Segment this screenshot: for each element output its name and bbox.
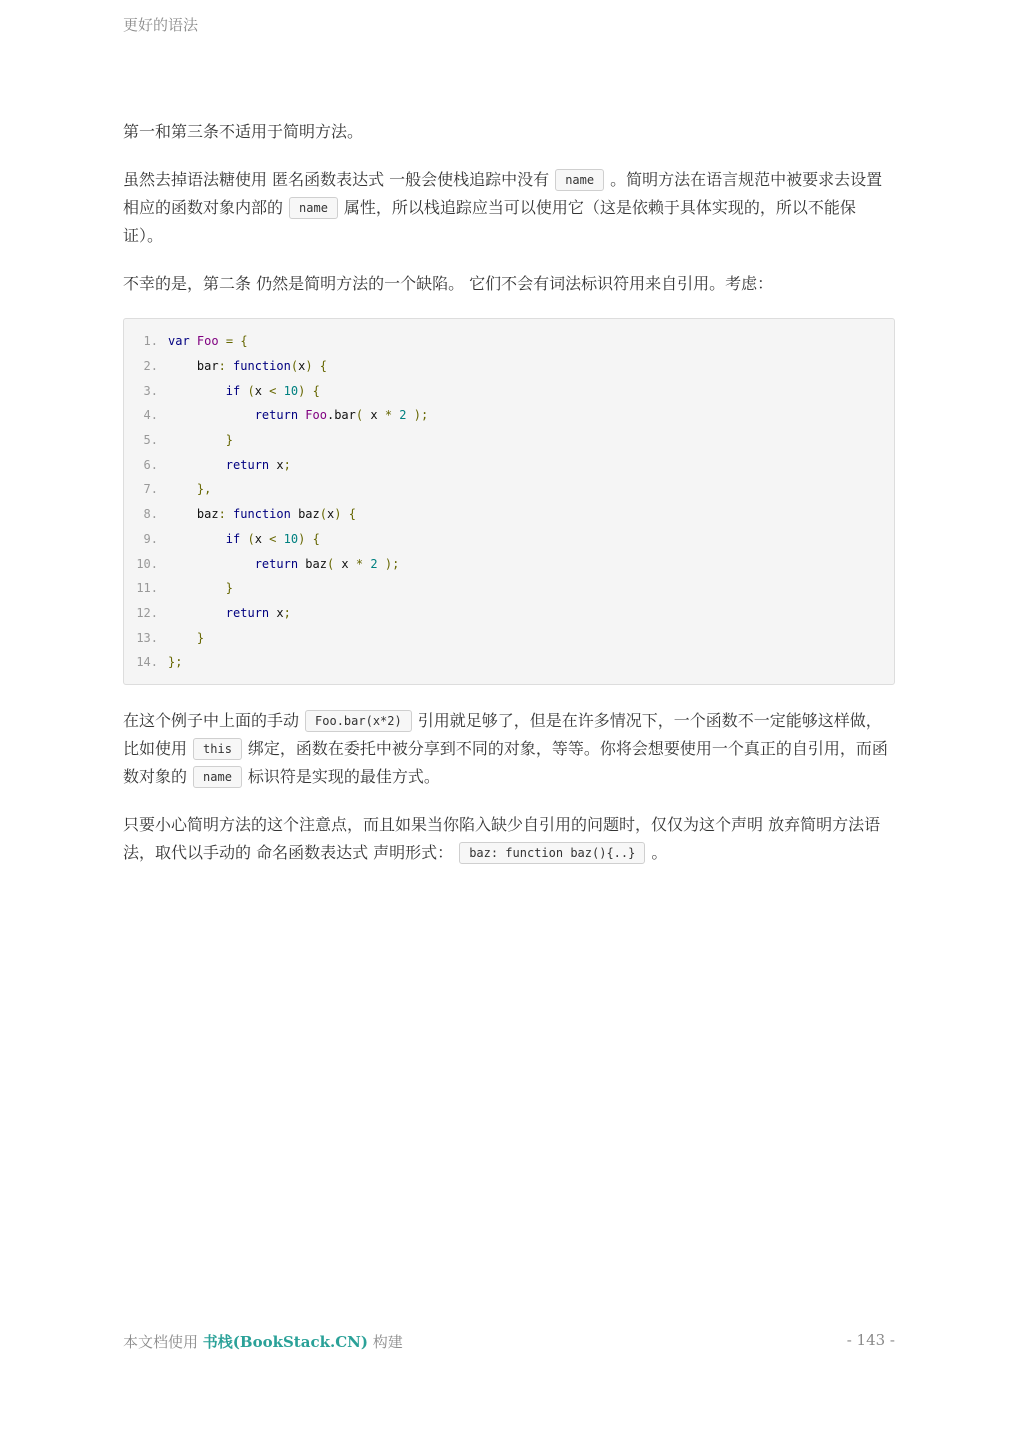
line-number: 5. [143, 433, 158, 448]
inline-code-baz: baz: function baz(){..} [459, 842, 645, 864]
paragraph-4-text-b: 引用就足够了，但是在许多情况下，一个函数不一定能够这样做，比如使用 [123, 710, 882, 758]
code-line [124, 576, 894, 601]
code-line [124, 502, 894, 527]
code-line [124, 354, 894, 379]
code-text: return x; [225, 605, 291, 620]
code-line [124, 625, 894, 650]
footer-suffix: 构建 [372, 1333, 403, 1351]
code-line [124, 329, 894, 354]
paragraph-4-text-c: 绑定，函数在委托中被分享到不同的对象，等等。你将会想要使用一个真正的自引用，而函数对象的 [123, 738, 888, 786]
inline-code-name: name [289, 197, 338, 219]
page-number: - 143 - [846, 1331, 895, 1349]
code-line [124, 403, 894, 428]
code-text: var Foo = { [168, 334, 248, 349]
inline-code-name: name [555, 169, 604, 191]
line-number: 11. [136, 581, 158, 596]
footer-credit [123, 1331, 403, 1352]
inline-code-name: name [193, 766, 242, 788]
line-number: 14. [136, 655, 158, 670]
paragraph-5 [123, 811, 895, 867]
code-line [124, 378, 894, 403]
paragraph-4-text-a: 在这个例子中上面的手动 [123, 710, 300, 730]
paragraph-1: 第一和第三条不适用于简明方法。 [123, 122, 364, 141]
code-line [124, 551, 894, 576]
page-header-title: 更好的语法 [123, 16, 199, 34]
paragraph-2-text-a: 虽然去掉语法糖使用 匿名函数表达式 一般会使栈追踪中没有 [123, 170, 550, 189]
line-number: 7. [143, 482, 158, 497]
paragraph-3: 不幸的是，第二条 仍然是简明方法的一个缺陷。 它们不会有词法标识符用来自引用。考虑： [123, 274, 774, 293]
paragraph-2 [123, 166, 895, 250]
line-number: 10. [136, 556, 158, 571]
paragraph-5-text-a: 只要小心简明方法的这个注意点，而且如果当你陷入缺少自引用的问题时，仅仅为这个声明 放弃简明方法语法，取代以手动的 命名函数表达式 声明形式： [123, 814, 881, 862]
line-number: 1. [143, 334, 158, 349]
code-text: if (x < 10) { [225, 383, 320, 398]
footer-prefix: 本文档使用 [123, 1333, 199, 1351]
bookstack-link[interactable]: 书栈(BookStack.CN) [202, 1333, 368, 1351]
document-body [123, 118, 895, 887]
line-number: 3. [143, 383, 158, 398]
code-text: if (x < 10) { [225, 531, 320, 546]
code-text: } [225, 581, 234, 596]
code-block [123, 318, 895, 685]
line-number: 4. [143, 408, 158, 423]
paragraph-4-text-d: 标识符是实现的最佳方式。 [247, 766, 440, 786]
line-number: 13. [136, 630, 158, 645]
line-number: 2. [143, 359, 158, 374]
inline-code-foo-bar: Foo.bar(x*2) [305, 710, 412, 732]
line-number: 12. [136, 605, 158, 620]
paragraph-5-text-b: 。 [651, 842, 668, 862]
code-text: return x; [225, 457, 291, 472]
code-text: bar: function(x) { [168, 359, 328, 374]
code-line [124, 527, 894, 552]
line-number: 6. [143, 457, 158, 472]
line-number: 9. [143, 531, 158, 546]
code-text: baz: function baz(x) { [168, 507, 356, 522]
code-text: } [196, 630, 205, 645]
paragraph-2-text-c: 属性，所以栈追踪应当可以使用它（这是依赖于具体实现的，所以不能保证）。 [123, 198, 856, 245]
line-number: 8. [143, 507, 158, 522]
code-line [124, 477, 894, 502]
code-line [124, 452, 894, 477]
paragraph-4 [123, 707, 895, 791]
code-line [124, 650, 894, 675]
code-line [124, 601, 894, 626]
code-text: }; [168, 655, 183, 670]
code-text: return baz( x * 2 ); [254, 556, 400, 571]
inline-code-this: this [193, 738, 242, 760]
paragraph-2-text-b: 。简明方法在语言规范中被要求去设置相应的函数对象内部的 [123, 170, 883, 217]
code-line [124, 428, 894, 453]
code-text: }, [196, 482, 212, 497]
code-text: } [225, 433, 234, 448]
code-text: return Foo.bar( x * 2 ); [254, 408, 429, 423]
